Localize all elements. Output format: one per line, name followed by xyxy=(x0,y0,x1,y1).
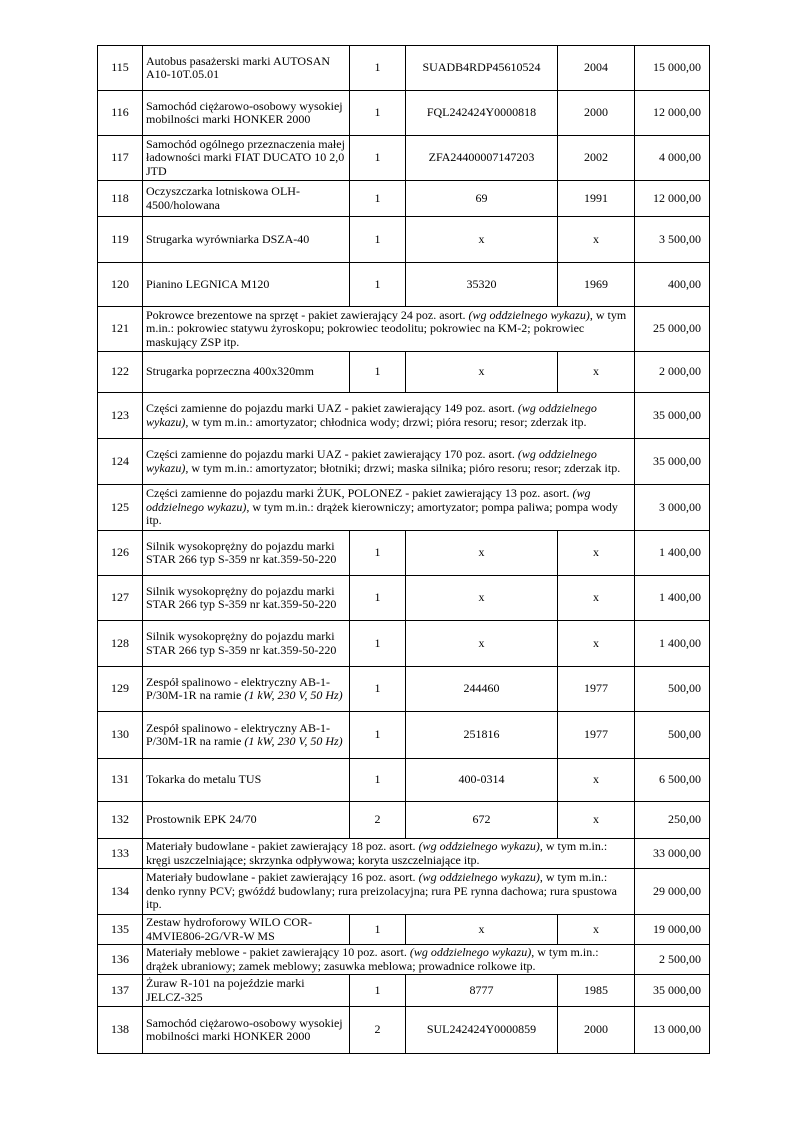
row-number: 130 xyxy=(98,712,143,759)
item-description xyxy=(143,439,635,485)
item-quantity: 1 xyxy=(350,667,406,712)
description-note: (wg oddzielnego wykazu) xyxy=(468,307,590,322)
item-name xyxy=(143,263,350,307)
item-name-text: Silnik wysokoprężny do pojazdu marki STAR 266 typ S-359 nr kat.359-50-220 xyxy=(146,583,337,611)
description-details: , w tym m.in.: denko rynny PCV; gwóźdź budowlany; rura preizolacyjna; rura PE rynna dachowa; rura spustowa itp. xyxy=(146,870,617,912)
row-number: 117 xyxy=(98,136,143,181)
item-value: 15 000,00 xyxy=(635,46,710,91)
item-production-year: 2002 xyxy=(558,136,635,181)
item-quantity: 1 xyxy=(350,712,406,759)
table-row xyxy=(98,531,710,576)
item-production-year: x xyxy=(558,915,635,945)
item-name xyxy=(143,91,350,136)
item-production-year: 1977 xyxy=(558,667,635,712)
item-name xyxy=(143,352,350,393)
row-number: 124 xyxy=(98,439,143,485)
item-name xyxy=(143,1007,350,1054)
item-value: 33 000,00 xyxy=(635,839,710,869)
item-value: 12 000,00 xyxy=(635,181,710,217)
item-name xyxy=(143,802,350,839)
item-serial-number: ZFA24400007147203 xyxy=(406,136,558,181)
item-production-year: 2000 xyxy=(558,1007,635,1054)
item-value: 1 400,00 xyxy=(635,621,710,667)
item-production-year: 2004 xyxy=(558,46,635,91)
item-production-year: x xyxy=(558,217,635,263)
table-row xyxy=(98,839,710,869)
item-name xyxy=(143,576,350,621)
row-number: 132 xyxy=(98,802,143,839)
row-number: 119 xyxy=(98,217,143,263)
item-name xyxy=(143,46,350,91)
item-serial-number: 69 xyxy=(406,181,558,217)
item-serial-number: 400-0314 xyxy=(406,759,558,802)
item-quantity: 1 xyxy=(350,46,406,91)
item-serial-number: 244460 xyxy=(406,667,558,712)
item-name-spec: (1 kW, 230 V, 50 Hz) xyxy=(244,688,343,702)
description-text: Części zamienne do pojazdu marki ŻUK, POLONEZ - pakiet zawierający 13 poz. asort. xyxy=(146,486,570,501)
item-name xyxy=(143,915,350,945)
item-name-text: Prostownik EPK 24/70 xyxy=(146,812,257,827)
description-details: w tym m.in.: drążek kierowniczy; amortyzator; pompa paliwa; pompa wody itp. xyxy=(146,499,618,528)
item-name-text: Zespół spalinowo - elektryczny AB-1-P/30M-1R na ramie xyxy=(146,674,330,702)
row-number: 138 xyxy=(98,1007,143,1054)
item-name xyxy=(143,975,350,1007)
table-row xyxy=(98,307,710,352)
inventory-table-body xyxy=(98,46,710,1054)
item-quantity: 1 xyxy=(350,915,406,945)
table-row xyxy=(98,91,710,136)
table-row xyxy=(98,1007,710,1054)
item-value: 4 000,00 xyxy=(635,136,710,181)
description-note: (wg oddzielnego wykazu), xyxy=(146,401,597,429)
item-quantity: 1 xyxy=(350,352,406,393)
item-description xyxy=(143,869,635,915)
description-text: Materiały budowlane - pakiet zawierający 16 poz. asort. xyxy=(146,870,416,885)
inventory-table xyxy=(97,45,710,1054)
row-number: 121 xyxy=(98,307,143,352)
item-quantity: 1 xyxy=(350,759,406,802)
item-name-text: Samochód ciężarowo-osobowy wysokiej mobilności marki HONKER 2000 xyxy=(146,1015,343,1043)
item-description xyxy=(143,945,635,975)
item-production-year: 1969 xyxy=(558,263,635,307)
item-name-text: Autobus pasażerski marki AUTOSAN A10-10T.05.01 xyxy=(146,53,331,81)
item-description xyxy=(143,393,635,439)
item-quantity: 1 xyxy=(350,975,406,1007)
item-value: 29 000,00 xyxy=(635,869,710,915)
description-note: (wg oddzielnego wykazu) xyxy=(409,945,532,959)
item-name xyxy=(143,712,350,759)
item-value: 500,00 xyxy=(635,712,710,759)
table-row xyxy=(98,393,710,439)
description-text: Pokrowce brezentowe na sprzęt - pakiet zawierający 24 poz. asort. xyxy=(146,307,466,322)
item-serial-number: SUADB4RDP45610524 xyxy=(406,46,558,91)
item-value: 12 000,00 xyxy=(635,91,710,136)
description-note: (wg oddzielnego wykazu) xyxy=(418,839,540,853)
item-quantity: 1 xyxy=(350,263,406,307)
item-value: 500,00 xyxy=(635,667,710,712)
item-description xyxy=(143,307,635,352)
item-quantity: 1 xyxy=(350,217,406,263)
description-details: w tym m.in.: amortyzator; błotniki; drzwi; maska silnika; pióro resoru; resor; zderzak itp. xyxy=(188,460,621,475)
item-name-text: Pianino LEGNICA M120 xyxy=(146,276,270,291)
item-production-year: x xyxy=(558,576,635,621)
item-value: 35 000,00 xyxy=(635,393,710,439)
item-serial-number: SUL242424Y0000859 xyxy=(406,1007,558,1054)
item-quantity: 2 xyxy=(350,802,406,839)
item-production-year: 1977 xyxy=(558,712,635,759)
item-name-text: Zespół spalinowo - elektryczny AB-1-P/30M-1R na ramie xyxy=(146,720,330,748)
item-quantity: 1 xyxy=(350,181,406,217)
item-quantity: 2 xyxy=(350,1007,406,1054)
table-row xyxy=(98,621,710,667)
item-value: 400,00 xyxy=(635,263,710,307)
item-name-text: Silnik wysokoprężny do pojazdu marki STAR 266 typ S-359 nr kat.359-50-220 xyxy=(146,629,337,657)
item-name xyxy=(143,531,350,576)
item-value: 19 000,00 xyxy=(635,915,710,945)
item-name xyxy=(143,181,350,217)
item-serial-number: 35320 xyxy=(406,263,558,307)
item-value: 2 000,00 xyxy=(635,352,710,393)
item-value: 250,00 xyxy=(635,802,710,839)
item-serial-number: 251816 xyxy=(406,712,558,759)
item-value: 13 000,00 xyxy=(635,1007,710,1054)
row-number: 131 xyxy=(98,759,143,802)
item-value: 35 000,00 xyxy=(635,439,710,485)
item-description xyxy=(143,485,635,531)
item-name-text: Strugarka wyrówniarka DSZA-40 xyxy=(146,231,310,246)
description-note: (wg oddzielnego wykazu), xyxy=(146,447,597,475)
item-value: 3 500,00 xyxy=(635,217,710,263)
row-number: 118 xyxy=(98,181,143,217)
item-serial-number: x xyxy=(406,576,558,621)
item-name xyxy=(143,759,350,802)
description-text: Materiały meblowe - pakiet zawierający 10 poz. asort. xyxy=(146,945,407,959)
description-details: , w tym m.in.: pokrowiec statywu żyroskopu; pokrowiec teodolitu; pokrowiec na KM-2; pokrowiec maskujący ZSP itp. xyxy=(146,307,627,349)
item-production-year: x xyxy=(558,759,635,802)
item-production-year: x xyxy=(558,531,635,576)
table-row xyxy=(98,352,710,393)
item-production-year: x xyxy=(558,621,635,667)
row-number: 128 xyxy=(98,621,143,667)
table-row xyxy=(98,136,710,181)
table-row xyxy=(98,217,710,263)
item-name xyxy=(143,217,350,263)
row-number: 133 xyxy=(98,839,143,869)
table-row xyxy=(98,576,710,621)
row-number: 125 xyxy=(98,485,143,531)
item-name-text: Samochód ciężarowo-osobowy wysokiej mobilności marki HONKER 2000 xyxy=(146,98,343,126)
row-number: 126 xyxy=(98,531,143,576)
table-row xyxy=(98,802,710,839)
table-row xyxy=(98,945,710,975)
row-number: 136 xyxy=(98,945,143,975)
table-row xyxy=(98,869,710,915)
item-quantity: 1 xyxy=(350,621,406,667)
description-details: w tym m.in.: amortyzator; chłodnica wody; drzwi; pióra resoru; resor; zderzak itp. xyxy=(188,414,587,429)
table-row xyxy=(98,439,710,485)
table-row xyxy=(98,915,710,945)
row-number: 127 xyxy=(98,576,143,621)
table-row xyxy=(98,181,710,217)
row-number: 116 xyxy=(98,91,143,136)
item-production-year: 1985 xyxy=(558,975,635,1007)
description-details: , w tym m.in.: drążek ubraniowy; zamek meblowy; zasuwka meblowa; prowadnice rolkowe itp. xyxy=(146,945,599,973)
item-name-spec: (1 kW, 230 V, 50 Hz) xyxy=(244,734,343,748)
item-value: 1 400,00 xyxy=(635,576,710,621)
item-value: 35 000,00 xyxy=(635,975,710,1007)
item-name-text: Żuraw R-101 na pojeździe marki JELCZ-325 xyxy=(146,976,305,1004)
item-value: 25 000,00 xyxy=(635,307,710,352)
table-row xyxy=(98,975,710,1007)
item-name-text: Samochód ogólnego przeznaczenia małej ładowności marki FIAT DUCATO 10 2,0 JTD xyxy=(146,136,345,178)
item-serial-number: x xyxy=(406,217,558,263)
item-name xyxy=(143,136,350,181)
table-row xyxy=(98,712,710,759)
item-production-year: x xyxy=(558,802,635,839)
item-quantity: 1 xyxy=(350,136,406,181)
item-name-text: Zestaw hydroforowy WILO COR-4MVIE806-2G/VR-W MS xyxy=(146,915,313,943)
item-name-text: Oczyszczarka lotniskowa OLH-4500/holowana xyxy=(146,184,300,212)
description-note: (wg oddzielnego wykazu), xyxy=(146,486,591,514)
item-value: 2 500,00 xyxy=(635,945,710,975)
item-serial-number: x xyxy=(406,352,558,393)
table-row xyxy=(98,263,710,307)
item-name-text: Silnik wysokoprężny do pojazdu marki STAR 266 typ S-359 nr kat.359-50-220 xyxy=(146,538,337,566)
row-number: 137 xyxy=(98,975,143,1007)
row-number: 122 xyxy=(98,352,143,393)
item-name xyxy=(143,667,350,712)
description-details: , w tym m.in.: kręgi uszczelniające; skrzynka odpływowa; koryta uszczelniające itp. xyxy=(146,839,608,867)
item-production-year: 2000 xyxy=(558,91,635,136)
description-note: (wg oddzielnego wykazu) xyxy=(418,870,540,885)
row-number: 134 xyxy=(98,869,143,915)
item-name-text: Tokarka do metalu TUS xyxy=(146,772,262,787)
item-name-text: Strugarka poprzeczna 400x320mm xyxy=(146,364,314,379)
item-value: 6 500,00 xyxy=(635,759,710,802)
item-serial-number: x xyxy=(406,915,558,945)
table-row xyxy=(98,46,710,91)
item-quantity: 1 xyxy=(350,531,406,576)
item-serial-number: x xyxy=(406,531,558,576)
item-production-year: x xyxy=(558,352,635,393)
item-name xyxy=(143,621,350,667)
row-number: 120 xyxy=(98,263,143,307)
table-row xyxy=(98,485,710,531)
row-number: 135 xyxy=(98,915,143,945)
item-quantity: 1 xyxy=(350,576,406,621)
description-text: Części zamienne do pojazdu marki UAZ - pakiet zawierający 149 poz. asort. xyxy=(146,401,515,415)
item-serial-number: 672 xyxy=(406,802,558,839)
row-number: 129 xyxy=(98,667,143,712)
item-value: 1 400,00 xyxy=(635,531,710,576)
item-serial-number: 8777 xyxy=(406,975,558,1007)
item-serial-number: x xyxy=(406,621,558,667)
item-quantity: 1 xyxy=(350,91,406,136)
table-row xyxy=(98,759,710,802)
description-text: Części zamienne do pojazdu marki UAZ - pakiet zawierający 170 poz. asort. xyxy=(146,447,515,461)
description-text: Materiały budowlane - pakiet zawierający 18 poz. asort. xyxy=(146,839,416,853)
item-value: 3 000,00 xyxy=(635,485,710,531)
row-number: 115 xyxy=(98,46,143,91)
item-production-year: 1991 xyxy=(558,181,635,217)
row-number: 123 xyxy=(98,393,143,439)
table-row xyxy=(98,667,710,712)
item-serial-number: FQL242424Y0000818 xyxy=(406,91,558,136)
item-description xyxy=(143,839,635,869)
